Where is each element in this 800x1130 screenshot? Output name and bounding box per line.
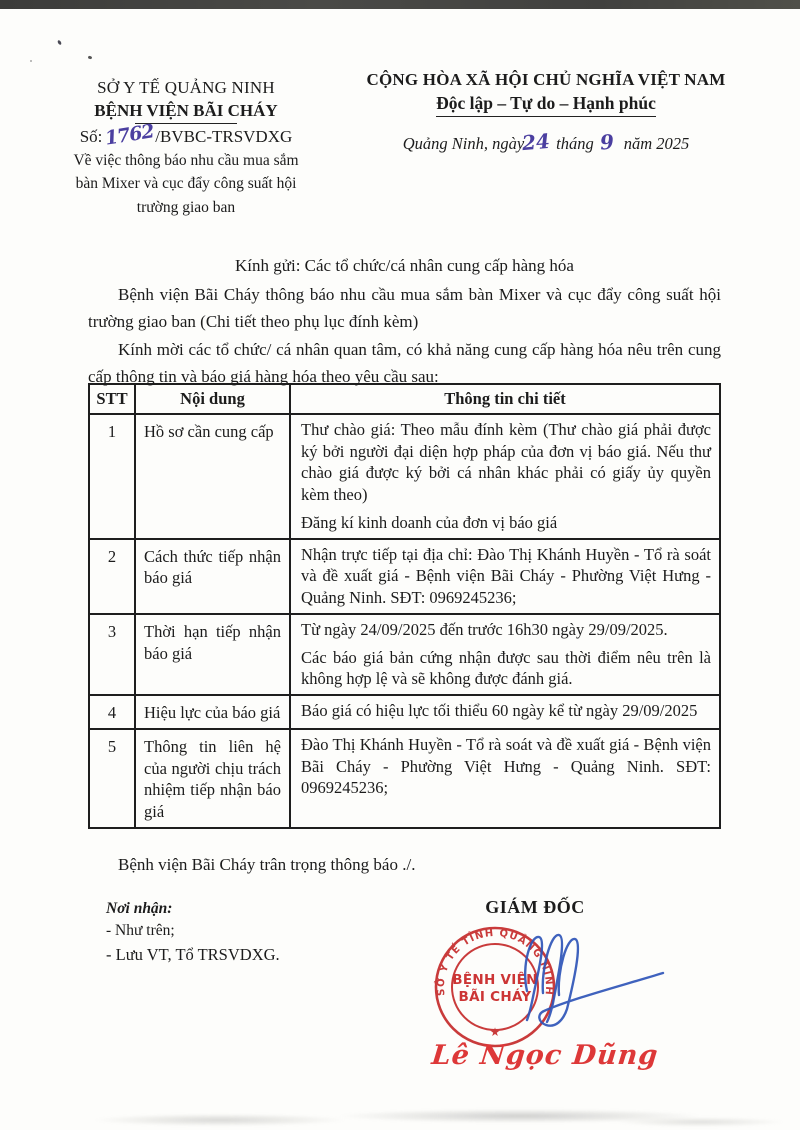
notice-table bbox=[88, 383, 721, 829]
cell-stt: 2 bbox=[89, 539, 135, 614]
date-prefix: Quảng Ninh, ngày bbox=[402, 134, 525, 153]
detail-paragraph: Báo giá có hiệu lực tối thiểu 60 ngày kể từ ngày 29/09/2025 bbox=[301, 701, 698, 721]
national-motto: Độc lập – Tự do – Hạnh phúc bbox=[340, 93, 752, 117]
director-signature-icon bbox=[505, 925, 675, 1040]
stamp-center-line2: BÃI CHÁY bbox=[458, 989, 532, 1005]
national-header-block bbox=[340, 70, 752, 154]
table-row bbox=[89, 729, 720, 828]
signer-title: GIÁM ĐỐC bbox=[485, 897, 585, 917]
cell-noi-dung: Hiệu lực của báo giá bbox=[135, 695, 290, 729]
issuer-header-block bbox=[55, 78, 317, 219]
handwritten-document-number: 1762 bbox=[103, 120, 156, 150]
column-header-chi-tiet: Thông tin chi tiết bbox=[290, 384, 720, 414]
detail-paragraph: Từ ngày 24/09/2025 đến trước 16h30 ngày 29/09/2025. bbox=[301, 619, 668, 639]
recipient-item: - Như trên; bbox=[106, 922, 175, 940]
detail-paragraph: Nhận trực tiếp tại địa chỉ: Đào Thị Khánh Huyền - Tổ rà soát và đề xuất giá - Bệnh viện Bãi Cháy - Phường Việt Hưng - Quảng Ninh. SĐT: 0969245236; bbox=[301, 544, 711, 608]
column-header-noi-dung: Nội dung bbox=[135, 384, 290, 414]
cell-stt: 1 bbox=[89, 414, 135, 539]
table-row bbox=[89, 614, 720, 695]
document-body bbox=[88, 252, 721, 390]
cell-noi-dung: Thông tin liên hệ của người chịu trách nhiệm tiếp nhận báo giá bbox=[135, 729, 290, 828]
scan-speck bbox=[57, 40, 62, 46]
stamp-center-line1: BỆNH VIỆN bbox=[452, 972, 538, 988]
stamp-ring-text: SỞ Y TẾ TỈNH QUẢNG NINH bbox=[435, 927, 555, 997]
handwritten-month: 9 bbox=[598, 129, 615, 155]
cell-noi-dung: Cách thức tiếp nhận báo giá bbox=[135, 539, 290, 614]
body-paragraph-2: Kính mời các tổ chức/ cá nhân quan tâm, có khả năng cung cấp hàng hóa nêu trên cung cấp thông tin và báo giá hàng hóa theo yêu cầu sau: bbox=[88, 339, 721, 386]
scan-artifact-top-bar bbox=[0, 0, 800, 9]
column-header-stt: STT bbox=[89, 384, 135, 414]
cell-chi-tiet bbox=[290, 614, 720, 695]
cell-noi-dung: Thời hạn tiếp nhận báo giá bbox=[135, 614, 290, 695]
date-suffix: năm 2025 bbox=[623, 134, 690, 153]
document-number-label: Số: bbox=[79, 127, 103, 146]
document-number-suffix: /BVBC-TRSVDXG bbox=[155, 127, 293, 146]
document-number bbox=[55, 120, 317, 150]
national-title: CỘNG HÒA XÃ HỘI CHỦ NGHĨA VIỆT NAM bbox=[366, 70, 726, 89]
recipients-label: Nơi nhận: bbox=[106, 900, 173, 917]
recipient-item: - Lưu VT, Tổ TRSVDXG. bbox=[106, 944, 280, 964]
cell-stt: 5 bbox=[89, 729, 135, 828]
cell-chi-tiet bbox=[290, 729, 720, 828]
issuer-org-name: BỆNH VIỆN BÃI CHÁY bbox=[94, 101, 278, 120]
cell-chi-tiet bbox=[290, 695, 720, 729]
date-mid: tháng bbox=[556, 134, 594, 153]
salutation-line: Kính gửi: Các tổ chức/cá nhân cung cấp hàng hóa bbox=[235, 256, 574, 275]
cell-stt: 3 bbox=[89, 614, 135, 695]
detail-paragraph: Đào Thị Khánh Huyền - Tổ rà soát và đề xuất giá - Bệnh viện Bãi Cháy - Phường Việt Hưng - Quảng Ninh. SĐT: 0969245236; bbox=[301, 734, 711, 798]
detail-paragraph: Đăng kí kinh doanh của đơn vị báo giá bbox=[301, 512, 558, 532]
scan-speck bbox=[30, 60, 32, 62]
scan-speck bbox=[88, 55, 93, 59]
table-row bbox=[89, 414, 720, 539]
table-row bbox=[89, 539, 720, 614]
body-paragraph-1: Bệnh viện Bãi Cháy thông báo nhu cầu mua sắm bàn Mixer và cục đẩy công suất hội trường giao ban (Chi tiết theo phụ lục đính kèm) bbox=[88, 285, 721, 332]
date-line bbox=[340, 130, 752, 154]
detail-paragraph: Các báo giá bản cứng nhận được sau thời điểm nêu trên là không hợp lệ và sẽ không được đánh giá. bbox=[301, 647, 711, 689]
cell-chi-tiet bbox=[290, 414, 720, 539]
signer-name: Lê Ngọc Dũng bbox=[430, 1040, 660, 1071]
stamp-star-icon: ★ bbox=[489, 1025, 501, 1039]
notice-table-body bbox=[89, 414, 720, 828]
handwritten-day: 24 bbox=[521, 128, 551, 156]
issuer-parent-org: SỞ Y TẾ QUẢNG NINH bbox=[97, 78, 275, 97]
closing-line: Bệnh viện Bãi Cháy trân trọng thông báo ./. bbox=[118, 855, 416, 874]
cell-stt: 4 bbox=[89, 695, 135, 729]
cell-noi-dung: Hồ sơ cần cung cấp bbox=[135, 414, 290, 539]
cell-chi-tiet bbox=[290, 539, 720, 614]
recipients-block bbox=[106, 898, 280, 967]
document-subject: Về việc thông báo nhu cầu mua sắm bàn Mixer và cục đẩy công suất hội trường giao ban bbox=[73, 152, 299, 216]
detail-paragraph: Thư chào giá: Theo mẫu đính kèm (Thư chào giá phải được ký bởi người đại diện hợp pháp của đơn vị báo giá. Nếu thư chào giá được ký bởi cá nhân khác phải có giấy ủy quyền kèm theo) bbox=[301, 419, 711, 505]
notice-table-header bbox=[89, 384, 720, 414]
scan-artifact-bottom-smudge bbox=[0, 1104, 800, 1130]
table-row bbox=[89, 695, 720, 729]
